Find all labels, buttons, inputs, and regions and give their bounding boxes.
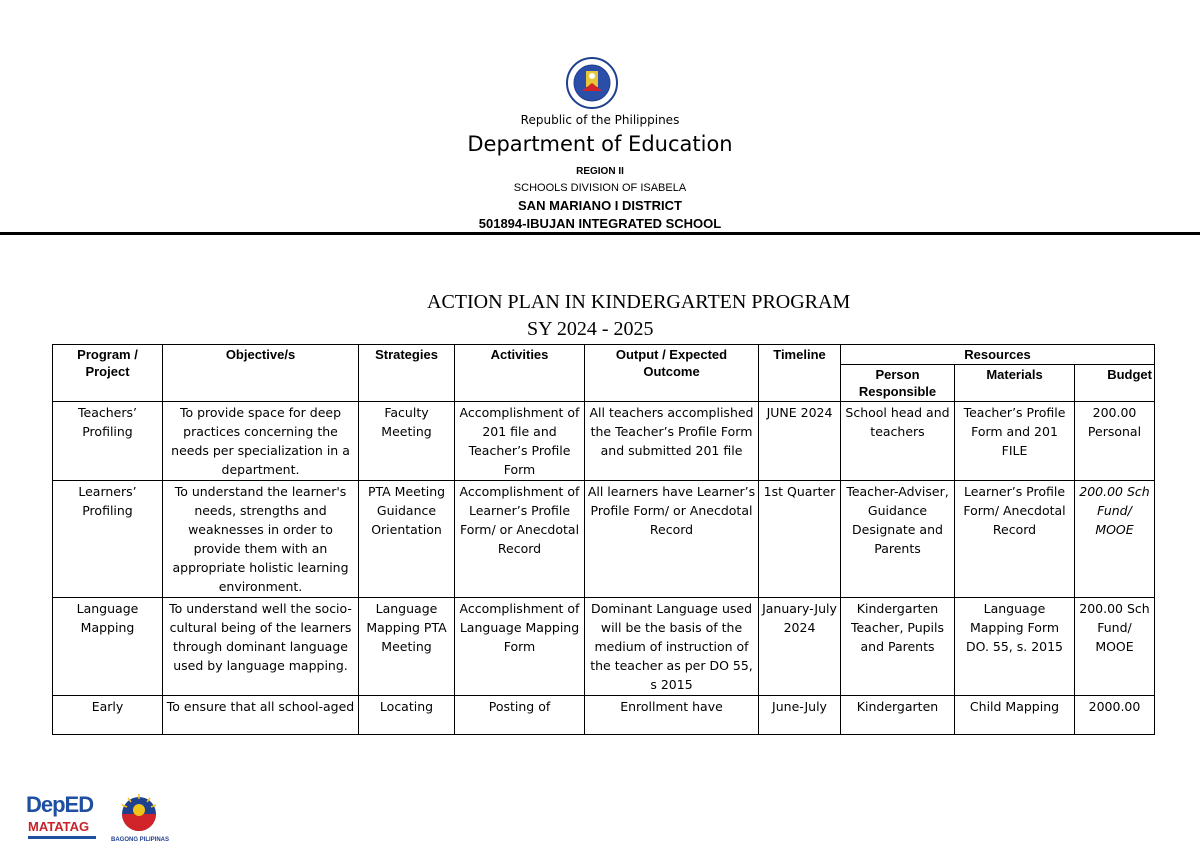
action-plan-table (52, 344, 1155, 735)
header-activities: Activities (455, 345, 585, 402)
cell-materials: Child Mapping (955, 696, 1075, 735)
header-objectives: Objective/s (163, 345, 359, 402)
cell-timeline: 1st Quarter (759, 481, 841, 598)
cell-activities: Posting of (455, 696, 585, 735)
cell-activities: Accomplishment of Language Mapping Form (455, 598, 585, 696)
table-header-row (53, 345, 1155, 365)
deped-seal-icon (555, 57, 629, 109)
table-row (53, 481, 1155, 598)
cell-materials: Language Mapping Form DO. 55, s. 2015 (955, 598, 1075, 696)
header-budget: Budget (1075, 365, 1155, 402)
header-program: Program / Project (53, 345, 163, 402)
cell-strategies: Language Mapping PTA Meeting (359, 598, 455, 696)
school-year: SY 2024 - 2025 (527, 318, 654, 340)
cell-program: Language Mapping (53, 598, 163, 696)
cell-timeline: JUNE 2024 (759, 402, 841, 481)
school-label: 501894-IBUJAN INTEGRATED SCHOOL (478, 216, 722, 231)
matatag-wordmark: MATATAG (28, 819, 90, 834)
table-row (53, 696, 1155, 735)
cell-objectives: To ensure that all school-aged (163, 696, 359, 735)
cell-person: Kindergarten Teacher, Pupils and Parents (841, 598, 955, 696)
cell-timeline: June-July (759, 696, 841, 735)
republic-label: Republic of the Philippines (520, 113, 680, 127)
cell-timeline: January-July 2024 (759, 598, 841, 696)
table-row (53, 402, 1155, 481)
document-title: ACTION PLAN IN KINDERGARTEN PROGRAM (427, 291, 851, 313)
cell-materials: Learner’s Profile Form/ Anecdotal Record (955, 481, 1075, 598)
header-strategies: Strategies (359, 345, 455, 402)
district-label: SAN MARIANO I DISTRICT (518, 198, 682, 213)
cell-output: All teachers accomplished the Teacher’s Profile Form and submitted 201 file (585, 402, 759, 481)
cell-budget: 2000.00 (1075, 696, 1155, 735)
cell-person: School head and teachers (841, 402, 955, 481)
cell-objectives: To understand the learner's needs, strengths and weaknesses in order to provide them with an appropriate holistic learning environment. (163, 481, 359, 598)
logo-underline (28, 836, 96, 839)
cell-activities: Accomplishment of 201 file and Teacher’s Profile Form (455, 402, 585, 481)
cell-strategies: Locating (359, 696, 455, 735)
cell-strategies: Faculty Meeting (359, 402, 455, 481)
cell-materials: Teacher’s Profile Form and 201 FILE (955, 402, 1075, 481)
header-person: Person Responsible (841, 365, 955, 402)
department-name: Department of Education (467, 132, 733, 156)
deped-matatag-logo (26, 792, 104, 848)
division-label: SCHOOLS DIVISION OF ISABELA (513, 182, 687, 194)
table-row (53, 598, 1155, 696)
header-divider (0, 232, 1200, 235)
cell-objectives: To understand well the socio-cultural being of the learners through dominant language used by language mapping. (163, 598, 359, 696)
deped-wordmark: DepED (26, 792, 94, 817)
header-timeline: Timeline (759, 345, 841, 402)
cell-output: Dominant Language used will be the basis of the medium of instruction of the teacher as per DO 55, s 2015 (585, 598, 759, 696)
cell-output: All learners have Learner’s Profile Form/ or Anecdotal Record (585, 481, 759, 598)
cell-budget: 200.00 Personal (1075, 402, 1155, 481)
bagong-pilipinas-text: BAGONG PILIPINAS (110, 837, 169, 843)
cell-person: Teacher-Adviser, Guidance Designate and Parents (841, 481, 955, 598)
header-resources: Resources (841, 345, 1155, 365)
cell-budget: 200.00 Sch Fund/ MOOE (1075, 598, 1155, 696)
cell-program: Learners’ Profiling (53, 481, 163, 598)
cell-output: Enrollment have (585, 696, 759, 735)
header-materials: Materials (955, 365, 1075, 402)
cell-program: Teachers’ Profiling (53, 402, 163, 481)
header-output: Output / Expected Outcome (585, 345, 759, 402)
cell-activities: Accomplishment of Learner’s Profile Form/ or Anecdotal Record (455, 481, 585, 598)
cell-program: Early (53, 696, 163, 735)
cell-objectives: To provide space for deep practices concerning the needs per specialization in a department. (163, 402, 359, 481)
cell-strategies: PTA Meeting Guidance Orientation (359, 481, 455, 598)
cell-person: Kindergarten (841, 696, 955, 735)
region-label: REGION II (576, 166, 624, 177)
cell-budget: 200.00 Sch Fund/ MOOE (1075, 481, 1155, 598)
